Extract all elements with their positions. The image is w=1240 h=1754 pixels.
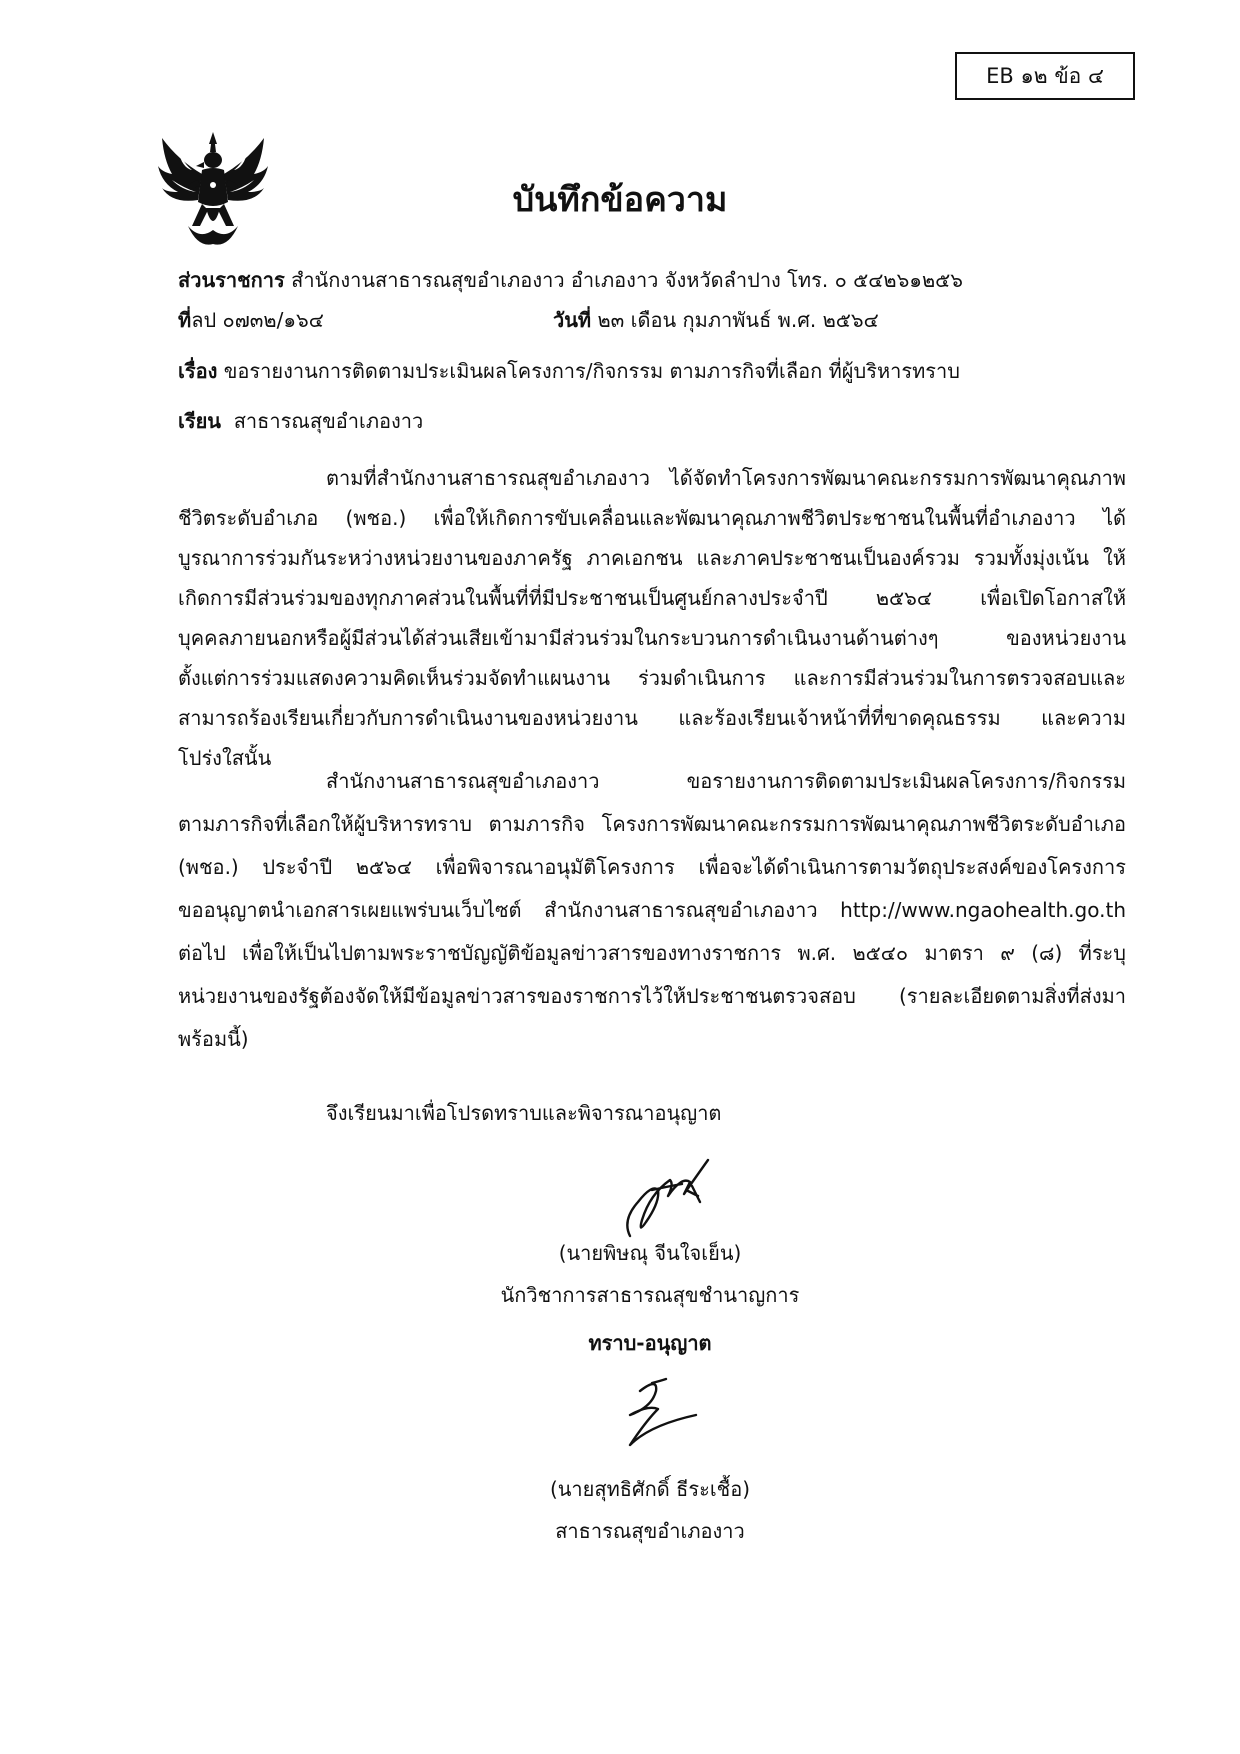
paragraph-line: ชีวิตระดับอำเภอ (พชอ.) เพื่อให้เกิดการขับเคลื่อนและพัฒนาคุณภาพชีวิตประชาชนในพื้นที่อำเภองาว ได้: [178, 506, 1126, 530]
approval-text: ทราบ-อนุญาต: [588, 1331, 712, 1355]
paragraph-line: พร้อมนี้): [178, 1027, 249, 1051]
handwritten-signature-2: [600, 1375, 710, 1455]
paragraph-line: สามารถร้องเรียนเกี่ยวกับการดำเนินงานของหน่วยงาน และร้องเรียนเจ้าหน้าที่ที่ขาดคุณธรรม และความ: [178, 706, 1126, 730]
closing-line: จึงเรียนมาเพื่อโปรดทราบและพิจารณาอนุญาต: [326, 1101, 722, 1125]
ref-value: ลป ๐๗๓๒/๑๖๔: [191, 308, 324, 332]
signer-2-position: สาธารณสุขอำเภองาว: [555, 1519, 745, 1543]
agency-line: [178, 264, 963, 296]
signer-1-name: (นายพิษณุ จีนใจเย็น): [558, 1241, 742, 1265]
date-value: ๒๓ เดือน กุมภาพันธ์ พ.ศ. ๒๕๖๔: [597, 308, 879, 332]
paragraph-line: เกิดการมีส่วนร่วมของทุกภาคส่วนในพื้นที่ที่มีประชาชนเป็นศูนย์กลางประจำปี ๒๕๖๔ เพื่อเปิดโอกาสให้: [178, 586, 1126, 610]
agency-label: ส่วนราชการ: [178, 268, 285, 292]
paragraph-line: ขออนุญาตนำเอกสารเผยแพร่บนเว็บไซต์ สำนักงานสาธารณสุขอำเภองาว http://www.ngaohealth.go.th: [178, 898, 1126, 922]
recipient-line: [178, 405, 423, 437]
handwritten-signature-1: [612, 1150, 722, 1245]
paragraph-line: หน่วยงานของรัฐต้องจัดให้มีข้อมูลข่าวสารของราชการไว้ให้ประชาชนตรวจสอบ (รายละเอียดตามสิ่งที่ส่งมา: [178, 984, 1126, 1008]
document-title: บันทึกข้อความ: [512, 180, 728, 220]
reference-box: [955, 52, 1135, 100]
date-line: [553, 304, 879, 336]
body-paragraph-1: [178, 458, 1126, 778]
subject-value: ขอรายงานการติดตามประเมินผลโครงการ/กิจกรรม ตามภารกิจที่เลือก ที่ผู้บริหารทราบ: [223, 359, 960, 383]
recipient-value: สาธารณสุขอำเภองาว: [233, 409, 424, 433]
ref-label: ที่: [178, 308, 192, 332]
paragraph-line: ตามที่สำนักงานสาธารณสุขอำเภองาว ได้จัดทำโครงการพัฒนาคณะกรรมการพัฒนาคุณภาพ: [326, 466, 1126, 490]
signer-1-position: นักวิชาการสาธารณสุขชำนาญการ: [500, 1283, 800, 1307]
paragraph-line: บุคคลภายนอกหรือผู้มีส่วนได้ส่วนเสียเข้ามามีส่วนร่วมในกระบวนการดำเนินงานด้านต่างๆ ของหน่วยงาน: [178, 626, 1126, 650]
paragraph-line: โปร่งใสนั้น: [178, 746, 272, 770]
reference-code: EB ๑๒ ข้อ ๔: [986, 63, 1104, 88]
paragraph-line: ต่อไป เพื่อให้เป็นไปตามพระราชบัญญัติข้อมูลข่าวสารของทางราชการ พ.ศ. ๒๕๔๐ มาตรา ๙ (๘) ที่ระบุ: [178, 941, 1126, 965]
paragraph-line: ตั้งแต่การร่วมแสดงความคิดเห็นร่วมจัดทำแผนงาน ร่วมดำเนินการ และการมีส่วนร่วมในการตรวจสอบและ: [178, 666, 1126, 690]
paragraph-line: (พชอ.) ประจำปี ๒๕๖๔ เพื่อพิจารณาอนุมัติโครงการ เพื่อจะได้ดำเนินการตามวัตถุประสงค์ของโครงการ: [178, 855, 1126, 879]
signer-2-block: [480, 1468, 820, 1552]
agency-value: สำนักงานสาธารณสุขอำเภองาว อำเภองาว จังหวัดลำปาง โทร. ๐ ๕๔๒๖๑๒๕๖: [291, 268, 963, 292]
recipient-label: เรียน: [178, 409, 221, 433]
subject-line: [178, 355, 960, 387]
paragraph-line: ตามภารกิจที่เลือกให้ผู้บริหารทราบ ตามภารกิจ โครงการพัฒนาคณะกรรมการพัฒนาคุณภาพชีวิตระดับอำเภอ: [178, 812, 1126, 836]
signer-2-name: (นายสุทธิศักดิ์ ธีระเชื้อ): [549, 1477, 751, 1501]
body-paragraph-2: [178, 760, 1126, 1061]
paragraph-line: บูรณาการร่วมกันระหว่างหน่วยงานของภาครัฐ ภาคเอกชน และภาคประชาชนเป็นองค์รวม รวมทั้งมุ่งเน้น ให้: [178, 546, 1126, 570]
paragraph-line: สำนักงานสาธารณสุขอำเภองาว ขอรายงานการติดตามประเมินผลโครงการ/กิจกรรม: [326, 769, 1126, 793]
date-label: วันที่: [553, 308, 592, 332]
ref-number-line: [178, 304, 324, 336]
subject-label: เรื่อง: [178, 359, 218, 383]
signer-1-block: [480, 1232, 820, 1316]
